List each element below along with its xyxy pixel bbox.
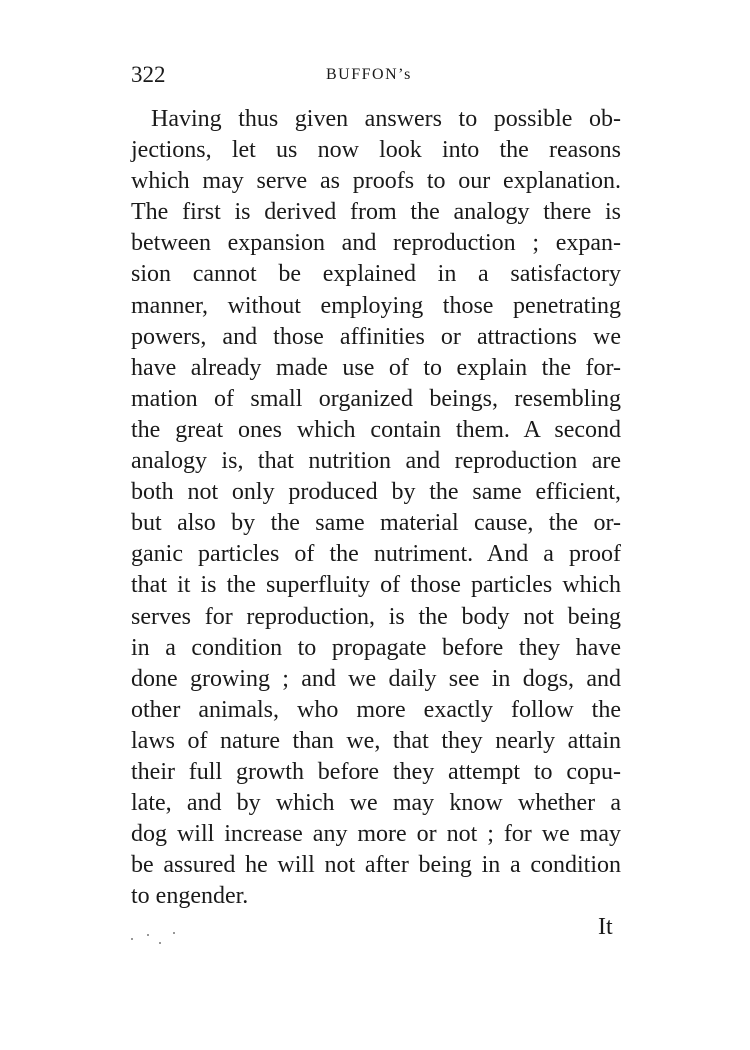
text-line: jections, let us now look into the reasons — [131, 137, 621, 164]
text-line: done growing ; and we daily see in dogs, and — [131, 665, 621, 692]
text-line: mation of small organized beings, resembling — [131, 385, 621, 412]
text-line: their full growth before they attempt to copu- — [131, 758, 621, 785]
text-line: Having thus given answers to possible ob- — [151, 106, 621, 132]
catchword: It — [598, 914, 613, 940]
text-line: have already made use of to explain the for- — [131, 354, 621, 381]
text-line: both not only produced by the same efficient, — [131, 479, 621, 506]
text-line: powers, and those affinities or attractions we — [131, 323, 621, 350]
text-line: late, and by which we may know whether a — [131, 790, 621, 817]
running-title: BUFFON’s — [326, 66, 412, 83]
running-head — [131, 62, 621, 92]
text-line: The first is derived from the analogy there is — [131, 199, 621, 226]
text-line: other animals, who more exactly follow the — [131, 696, 621, 723]
text-line: dog will increase any more or not ; for we may — [131, 821, 621, 848]
page-number: 322 — [131, 62, 166, 87]
text-line: serves for reproduction, is the body not being — [131, 603, 621, 630]
text-line: that it is the superfluity of those particles which — [131, 572, 621, 599]
text-line: the great ones which contain them. A second — [131, 416, 621, 443]
text-line: in a condition to propagate before they have — [131, 634, 621, 661]
text-line: ganic particles of the nutriment. And a proof — [131, 541, 621, 568]
text-line: between expansion and reproduction ; expan- — [131, 230, 621, 257]
text-line: to engender. — [131, 883, 249, 910]
text-line: be assured he will not after being in a condition — [131, 852, 621, 879]
text-line: sion cannot be explained in a satisfactory — [131, 261, 621, 288]
body-paragraph — [131, 104, 621, 912]
text-line: but also by the same material cause, the or- — [131, 510, 621, 537]
text-line: analogy is, that nutrition and reproduction are — [131, 448, 621, 475]
paper-specks — [125, 930, 185, 950]
text-line: which may serve as proofs to our explanation. — [131, 168, 621, 195]
text-line: laws of nature than we, that they nearly attain — [131, 727, 621, 754]
text-line: manner, without employing those penetrating — [131, 292, 621, 319]
